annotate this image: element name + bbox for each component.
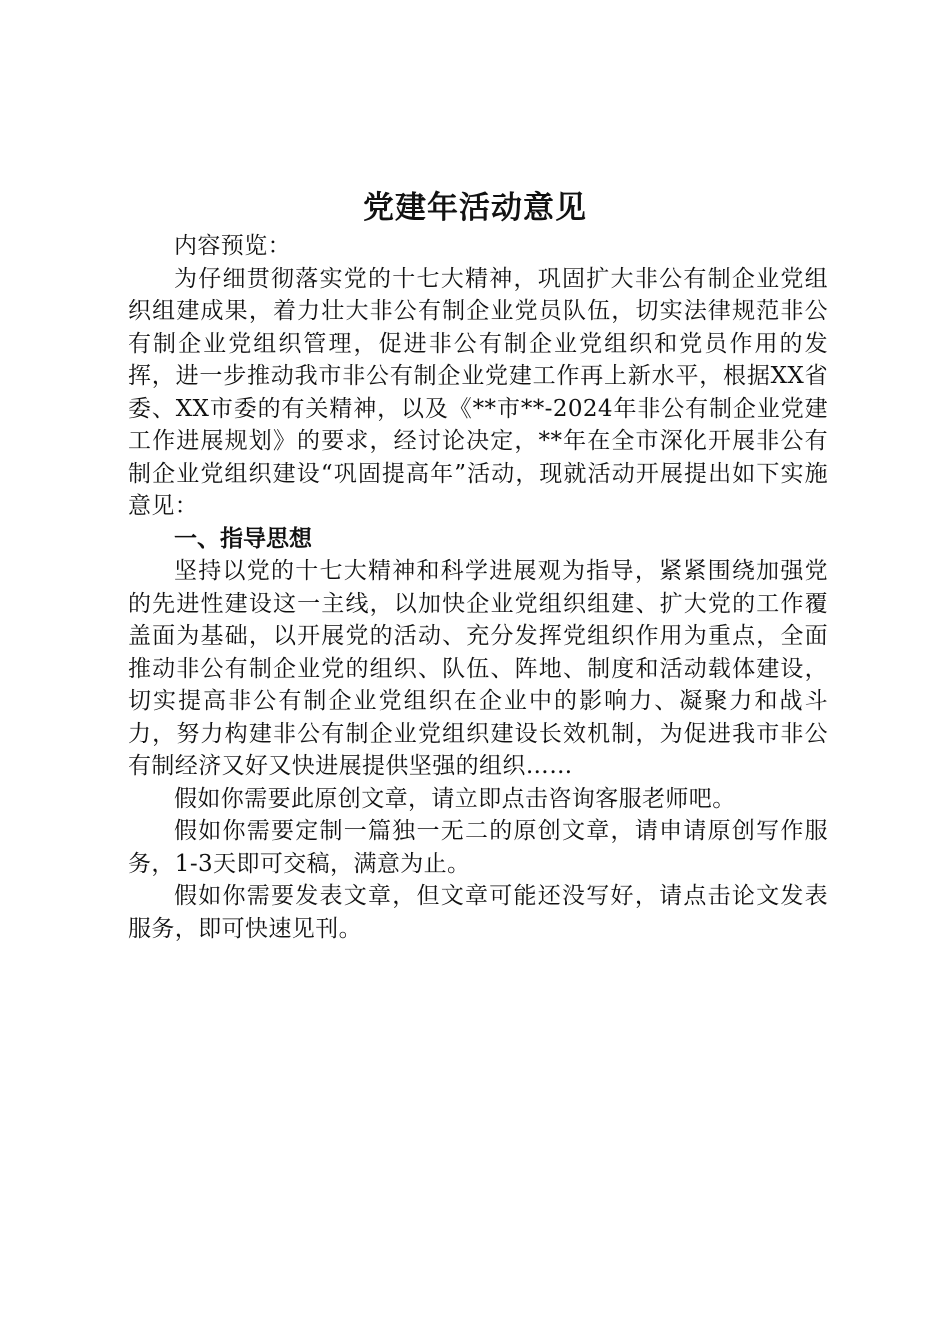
section-heading-guiding-ideology: 一、指导思想 (174, 525, 312, 552)
intro-paragraph: 为仔细贯彻落实党的十七大精神，巩固扩大非公有制企业党组织组建成果，着力壮大非公有制企业党员队伍，切实法律规范非公有制企业党组织管理，促进非公有制企业党组织和党员作用的发挥，进一步推动我市非公有制企业党建工作再上新水平，根据XX省委、XX市委的有关精神，以及《**市**-2024年非公有制企业党建工作进展规划》的要求，经讨论决定，**年在全市深化开展非公有制企业党组织建设“巩固提高年”活动，现就活动开展提出如下实施意见： (128, 265, 828, 519)
document-body (128, 230, 828, 945)
notice-publishing: 假如你需要发表文章，但文章可能还没写好，请点击论文发表服务，即可快速见刊。 (128, 883, 828, 942)
document-title: 党建年活动意见 (363, 190, 587, 226)
notice-custom-writing: 假如你需要定制一篇独一无二的原创文章，请申请原创写作服务，1-3天即可交稿，满意为止。 (128, 818, 828, 877)
preview-label: 内容预览： (174, 233, 291, 259)
section-body-guiding-ideology: 坚持以党的十七大精神和科学进展观为指导，紧紧围绕加强党的先进性建设这一主线，以加快企业党组织组建、扩大党的工作覆盖面为基础，以开展党的活动、充分发挥党组织作用为重点，全面推动非公有制企业党的组织、队伍、阵地、制度和活动载体建设，切实提高非公有制企业党组织在企业中的影响力、凝聚力和战斗力，努力构建非公有制企业党组织建设长效机制，为促进我市非公有制经济又好又快进展提供坚强的组织…… (128, 558, 828, 779)
notice-consult: 假如你需要此原创文章，请立即点击咨询客服老师吧。 (174, 785, 736, 812)
